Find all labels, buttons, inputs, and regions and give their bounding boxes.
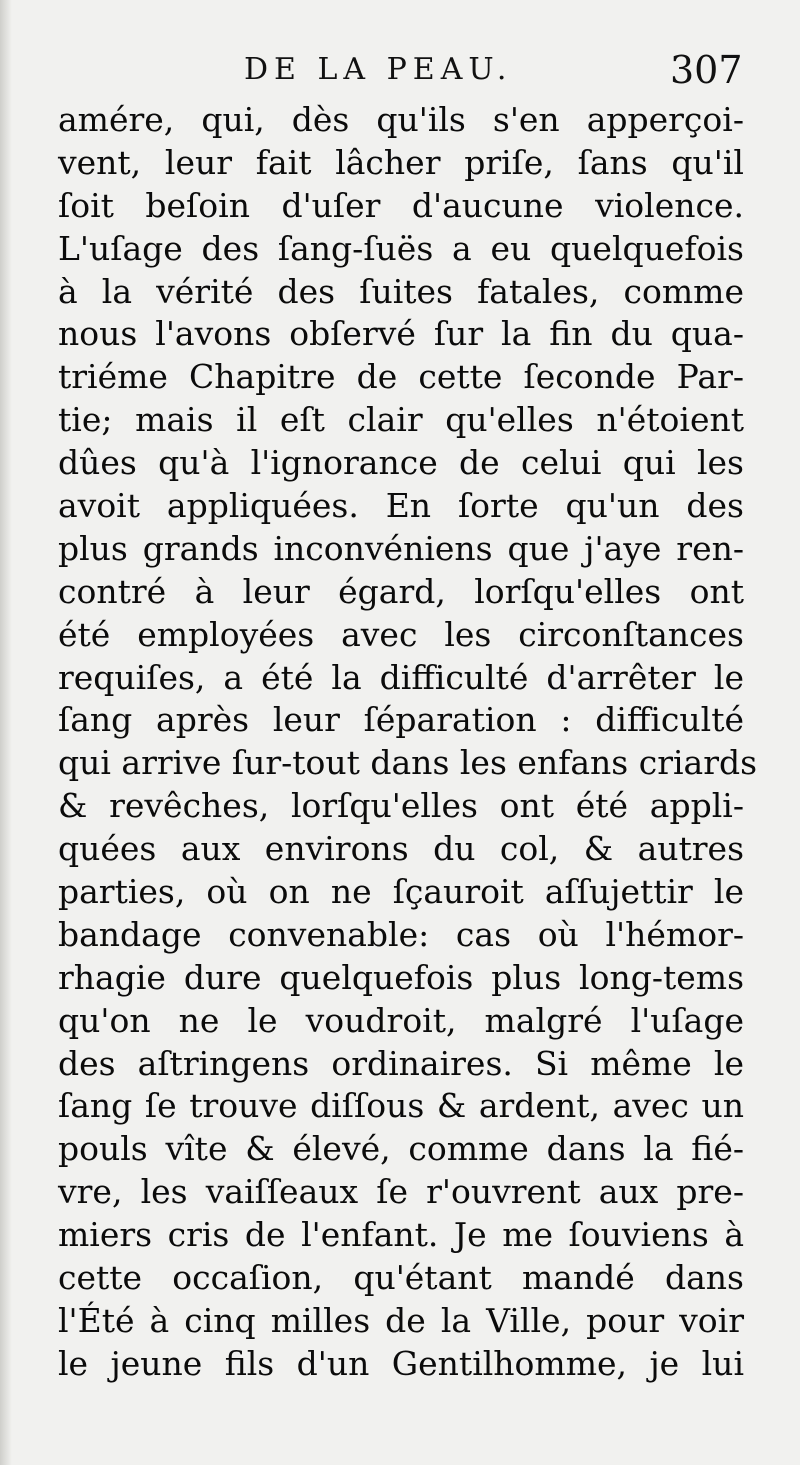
- text-line: ſang après leur ſéparation : difficulté: [58, 700, 744, 740]
- text-line: été employées avec les circonſtances: [58, 614, 744, 654]
- text-line: bandage convenable: cas où l'hémor-: [58, 914, 744, 954]
- text-line: à la vérité des ſuites fatales, comme: [58, 271, 744, 311]
- text-line: vent, leur fait lâcher priſe, ſans qu'il: [58, 142, 744, 182]
- text-line: tie; mais il eſt clair qu'elles n'étoient: [58, 400, 744, 440]
- text-line: contré à leur égard, lorſqu'elles ont: [58, 571, 744, 611]
- text-line: plus grands inconvéniens que j'aye ren-: [58, 528, 744, 568]
- text-line: avoit appliquées. En ſorte qu'un des: [58, 486, 744, 526]
- text-line: rhagie dure quelquefois plus long-tems: [58, 957, 744, 997]
- page-gutter-shadow: [0, 0, 12, 1465]
- page-header: [0, 48, 800, 102]
- text-line: quées aux environs du col, & autres: [58, 829, 744, 869]
- text-line: qu'on ne le voudroit, malgré l'uſage: [58, 1000, 744, 1040]
- text-line: des aſtringens ordinaires. Si même le: [58, 1043, 744, 1083]
- text-line: triéme Chapitre de cette ſeconde Par-: [58, 357, 744, 397]
- text-line: parties, où on ne ſçauroit aſſujettir le: [58, 872, 744, 912]
- text-line: le jeune fils d'un Gentilhomme, je lui: [58, 1343, 744, 1383]
- text-line: requiſes, a été la difficulté d'arrêter le: [58, 657, 744, 697]
- body-text: [58, 99, 758, 1386]
- text-line: vre, les vaiſſeaux ſe r'ouvrent aux pre-: [58, 1172, 744, 1212]
- text-line: amére, qui, dès qu'ils s'en apperçoi-: [58, 100, 744, 139]
- text-line: L'uſage des ſang-ſuës a eu quelquefois: [58, 228, 744, 268]
- text-line: ſang ſe trouve diſſous & ardent, avec un: [58, 1086, 744, 1126]
- text-line: cette occaſion, qu'étant mandé dans: [58, 1258, 744, 1298]
- text-line: l'Été à cinq milles de la Ville, pour voir: [58, 1300, 744, 1340]
- text-line: nous l'avons obſervé ſur la fin du qua-: [58, 314, 744, 354]
- text-line: qui arrive ſur-tout dans les enfans criards: [58, 743, 758, 783]
- running-head: DE LA PEAU.: [244, 52, 513, 87]
- text-line: pouls vîte & élevé, comme dans la fié-: [58, 1129, 744, 1169]
- text-line: dûes qu'à l'ignorance de celui qui les: [58, 443, 744, 483]
- page-number: 307: [670, 48, 743, 92]
- text-line: & revêches, lorſqu'elles ont été appli-: [58, 786, 744, 826]
- text-line: miers cris de l'enfant. Je me ſouviens à: [58, 1215, 744, 1255]
- text-line: ſoit beſoin d'uſer d'aucune violence.: [58, 185, 744, 225]
